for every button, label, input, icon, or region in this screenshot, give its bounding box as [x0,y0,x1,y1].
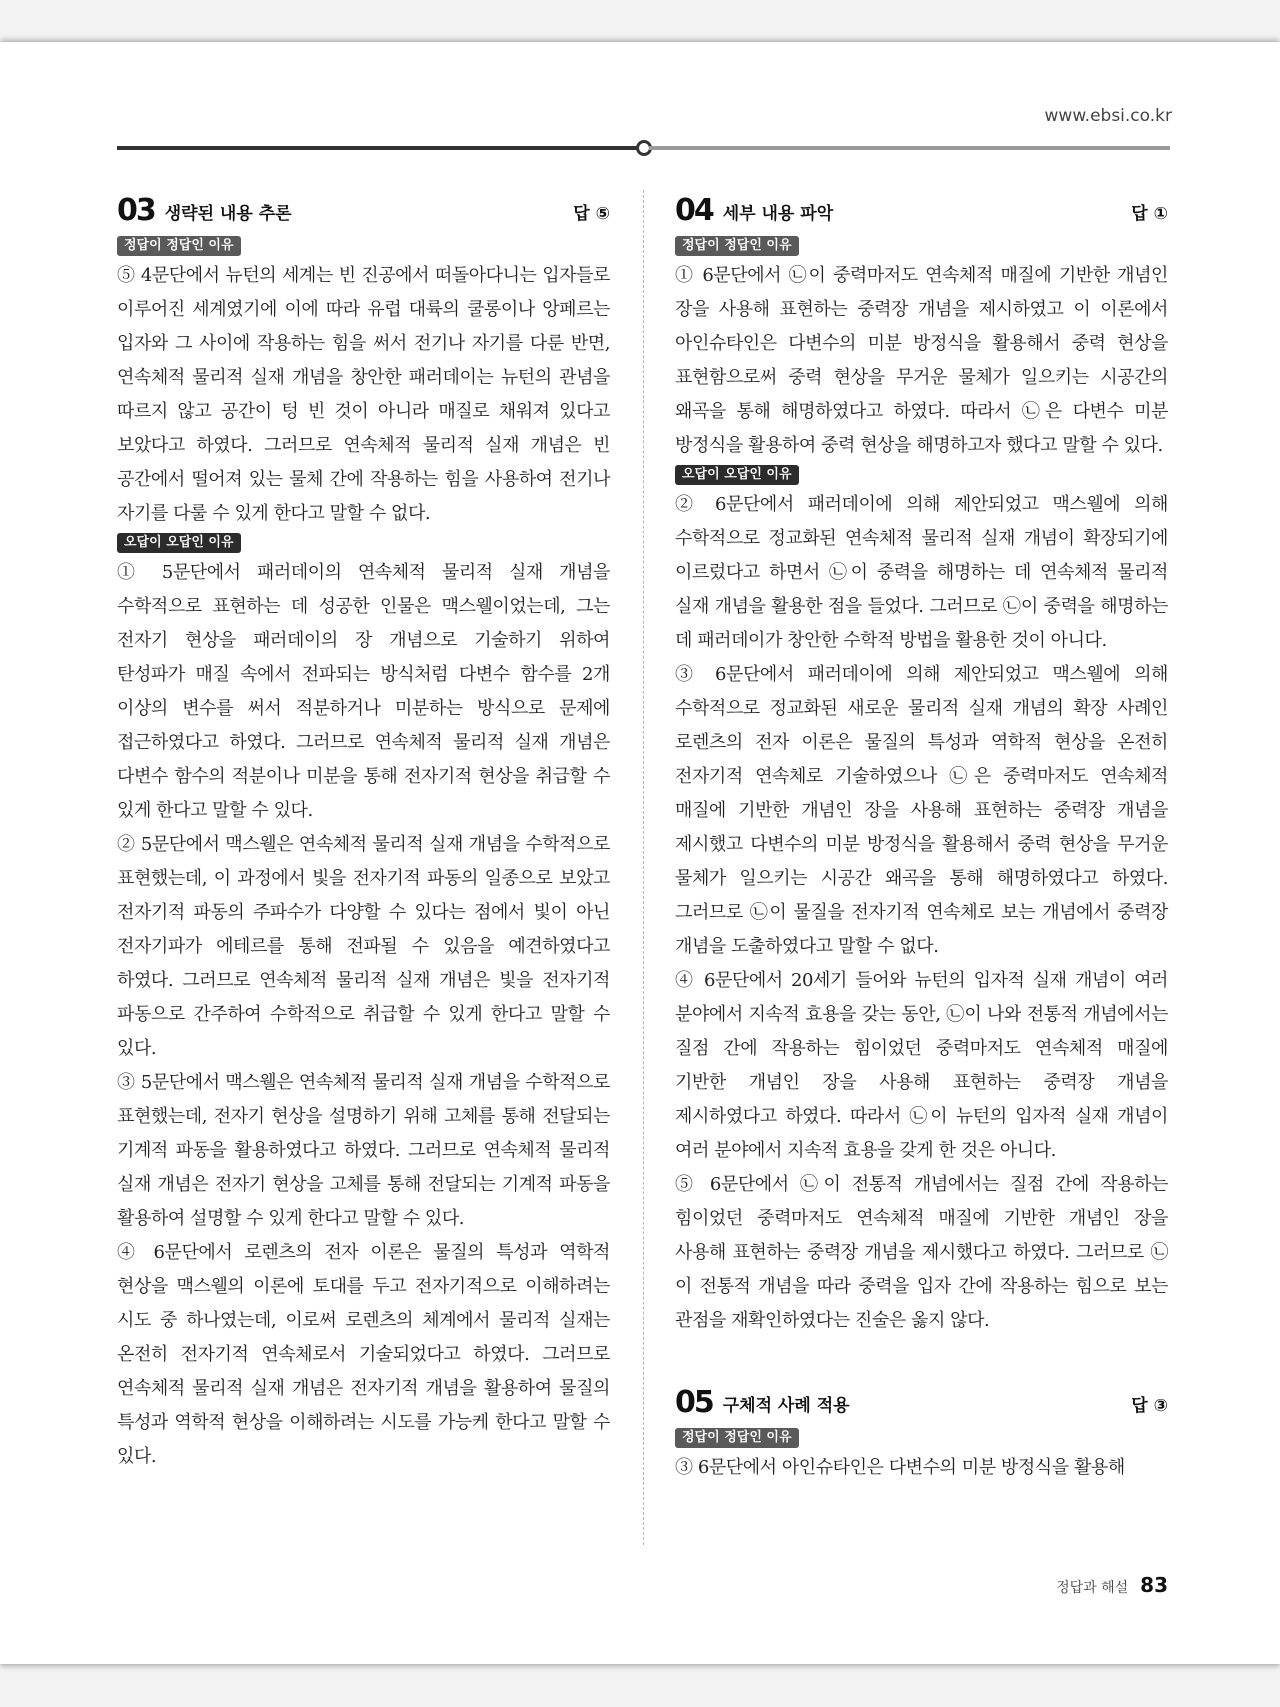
question-title: 세부 내용 파악 [722,204,834,224]
right-column [675,190,1168,1485]
correct-reason-label: 정답이 정답인 이유 [675,1428,799,1448]
column-divider [643,190,644,1545]
question-answer: 답 ⑤ [573,204,610,224]
question-answer: 답 ③ [1131,1396,1168,1416]
correct-reason-label: 정답이 정답인 이유 [675,236,799,256]
header-rule-light [649,146,1170,150]
correct-reason-label: 정답이 정답인 이유 [117,236,241,256]
site-url[interactable]: www.ebsі.co.kr [1044,106,1172,126]
question-header-03 [117,190,610,226]
question-answer: 답 ① [1131,204,1168,224]
wrong-reason-item: ④ 6문단에서 20세기 들어와 뉴턴의 입자적 실재 개념이 여러 분야에서 지속적 효용을 갖는 동안, ㉡이 나와 전통적 개념에서는 질점 간에 작용하는 힘이었던 중력마저도 연속체적 매질에 기반한 개념인 장을 사용해 표현하는 중력장 개념을 제시하였다고 하였다. 따라서 ㉡이 뉴턴의 입자적 실재 개념이 여러 분야에서 지속적 효용을 갖게 한 것은 아니다. [675,970,1168,1161]
correct-reason-text: ③ 6문단에서 아인슈타인은 다변수의 미분 방정식을 활용해 [675,1457,1125,1478]
page-footer [1056,1573,1168,1597]
question-title: 생략된 내용 추론 [164,204,292,224]
question-number: 04 [675,193,713,228]
wrong-reason-item: ② 6문단에서 패러데이에 의해 제안되었고 맥스웰에 의해 수학적으로 정교화된 연속체적 물리적 실재 개념이 확장되기에 이르렀다고 하면서 ㉡이 중력을 해명하는 데 연속체적 물리적 실재 개념을 활용한 점을 들었다. 그러므로 ㉡이 중력을 해명하는 데 패러데이가 창안한 수학적 방법을 활용한 것이 아니다. [675,494,1168,651]
wrong-reason-item: ② 5문단에서 맥스웰은 연속체적 물리적 실재 개념을 수학적으로 표현했는데, 이 과정에서 빛을 전자기적 파동의 일종으로 보았고 전자기적 파동의 주파수가 다양할 수 있다는 점에서 빛이 아닌 전자기파가 에테르를 통해 전파될 수 있음을 예견하였다고 하였다. 그러므로 연속체적 물리적 실재 개념은 빛을 전자기적 파동으로 간주하여 수학적으로 취급할 수 있게 한다고 말할 수 있다. [117,834,610,1059]
wrong-reason-item: ⑤ 6문단에서 ㉡이 전통적 개념에서는 질점 간에 작용하는 힘이었던 중력마저도 연속체적 매질에 기반한 개념인 장을 사용해 표현하는 중력장 개념을 제시했다고 하였다. 그러므로 ㉡이 전통적 개념을 따라 중력을 입자 간에 작용하는 힘으로 보는 관점을 재확인하였다는 진술은 옳지 않다. [675,1174,1168,1331]
question-header-05 [675,1382,1168,1418]
wrong-reason-label: 오답이 오답인 이유 [675,465,799,485]
wrong-reason-item: ④ 6문단에서 로렌츠의 전자 이론은 물질의 특성과 역학적 현상을 맥스웰의 이론에 토대를 두고 전자기적으로 이해하려는 시도 중 하나였는데, 이로써 로렌츠의 체계에서 물리적 실재는 온전히 전자기적 연속체로서 기술되었다고 하였다. 그러므로 연속체적 물리적 실재 개념은 전자기적 개념을 활용하여 물질의 특성과 역학적 현상을 이해하려는 시도를 가능케 한다고 말할 수 있다. [117,1242,610,1467]
section-spacer [675,1338,1168,1382]
page [0,42,1280,1664]
correct-reason-text: ① 6문단에서 ㉡이 중력마저도 연속체적 매질에 기반한 개념인 장을 사용해 표현하는 중력장 개념을 제시하였고 이 이론에서 아인슈타인은 다변수의 미분 방정식을 활용해서 중력 현상을 표현함으로써 중력 현상을 무거운 물체가 일으키는 시공간의 왜곡을 통해 해명하였다고 하였다. 따라서 ㉡은 다변수 미분 방정식을 활용하여 중력 현상을 해명하고자 했다고 말할 수 있다. [675,265,1168,456]
wrong-reason-label: 오답이 오답인 이유 [117,533,241,553]
wrong-reason-item: ③ 6문단에서 패러데이에 의해 제안되었고 맥스웰에 의해 수학적으로 정교화된 새로운 물리적 실재 개념의 확장 사례인 로렌츠의 전자 이론은 물질의 특성과 역학적 현상을 온전히 전자기적 연속체로 기술하였으나 ㉡은 중력마저도 연속체적 매질에 기반한 개념인 장을 사용해 표현하는 중력장 개념을 제시했고 다변수의 미분 방정식을 활용해서 중력 현상을 무거운 물체가 일으키는 시공간 왜곡을 통해 해명하였다고 하였다. 그러므로 ㉡이 물질을 전자기적 연속체로 보는 개념에서 중력장 개념을 도출하였다고 말할 수 없다. [675,664,1168,957]
question-number: 03 [117,193,155,228]
header-rule [117,146,1170,150]
question-header-04 [675,190,1168,226]
page-number: 83 [1140,1573,1168,1597]
header-rule-dark [117,146,637,150]
correct-reason-text: ⑤ 4문단에서 뉴턴의 세계는 빈 진공에서 떠돌아다니는 입자들로 이루어진 세계였기에 이에 따라 유럽 대륙의 쿨롱이나 앙페르는 입자와 그 사이에 작용하는 힘을 써서 전기나 자기를 다룬 반면, 연속체적 물리적 실재 개념을 창안한 패러데이는 뉴턴의 관념을 따르지 않고 공간이 텅 빈 것이 아니라 매질로 채워져 있다고 보았다고 하였다. 그러므로 연속체적 물리적 실재 개념은 빈 공간에서 떨어져 있는 물체 간에 작용하는 힘을 사용하여 전기나 자기를 다룰 수 있게 한다고 말할 수 없다. [117,265,610,524]
question-title: 구체적 사례 적용 [722,1396,850,1416]
footer-section: 정답과 해설 [1056,1580,1129,1596]
question-number: 05 [675,1385,713,1420]
wrong-reason-item: ① 5문단에서 패러데이의 연속체적 물리적 실재 개념을 수학적으로 표현하는 데 성공한 인물은 맥스웰이었는데, 그는 전자기 현상을 패러데이의 장 개념으로 기술하기 위하여 탄성파가 매질 속에서 전파되는 방식처럼 다변수 함수를 2개 이상의 변수를 써서 적분하거나 미분하는 방식으로 문제에 접근하였다고 하였다. 그러므로 연속체적 물리적 실재 개념은 다변수 함수의 적분이나 미분을 통해 전자기적 현상을 취급할 수 있게 한다고 말할 수 있다. [117,562,610,821]
wrong-reason-item: ③ 5문단에서 맥스웰은 연속체적 물리적 실재 개념을 수학적으로 표현했는데, 전자기 현상을 설명하기 위해 고체를 통해 전달되는 기계적 파동을 활용하였다고 하였다. 그러므로 연속체적 물리적 실재 개념은 전자기 현상을 고체를 통해 전달되는 기계적 파동을 활용하여 설명할 수 있게 한다고 말할 수 있다. [117,1072,610,1229]
left-column [117,190,610,1474]
